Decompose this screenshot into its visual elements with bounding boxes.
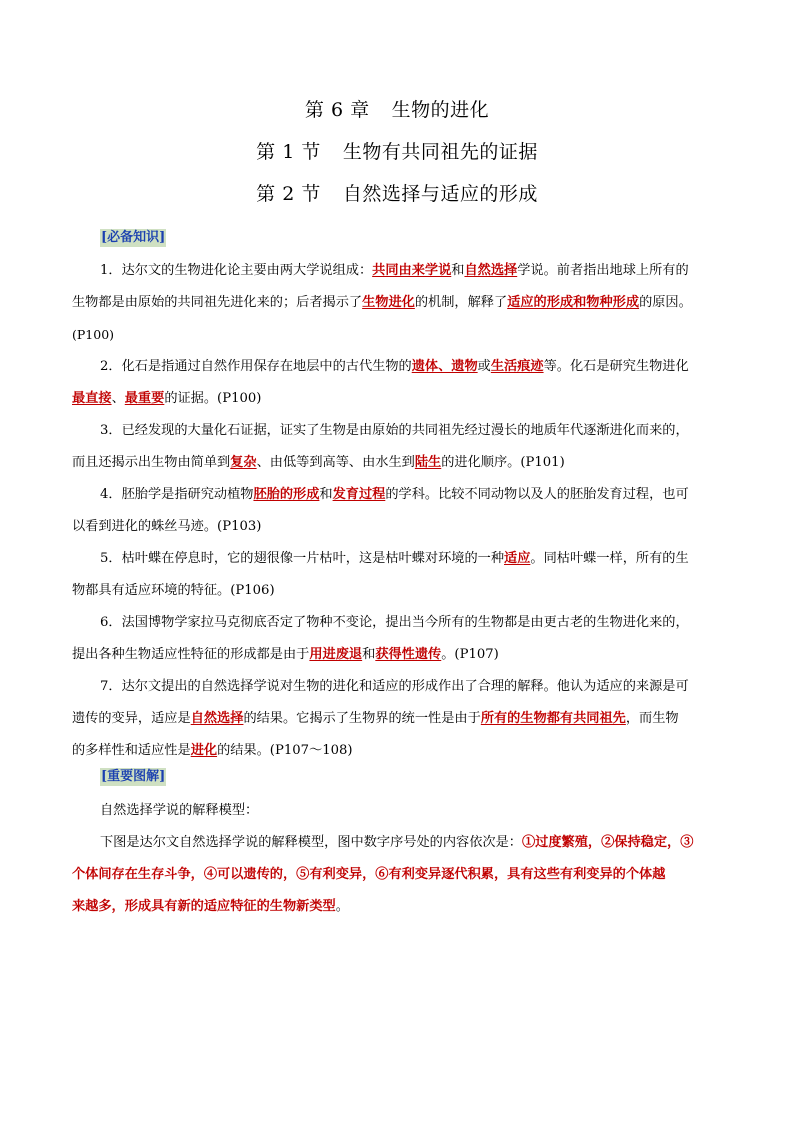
section-2-title: 第 2 节 自然选择与适应的形成 [256,183,538,205]
keyword: 自然选择 [464,263,518,278]
keyword: 用进废退 [309,647,363,662]
paragraph-2: 2．化石是指通过自然作用保存在地层中的古代生物的遗体、遗物或生活痕迹等。化石是研究生物进化 最直接、最重要的证据。(P100) [72,359,689,406]
keyword: 自然选择 [190,711,244,726]
important-diagram-tag: [重要图解] [101,769,166,784]
paragraph-7: 7．达尔文提出的自然选择学说对生物的进化和适应的形成作出了合理的解释。他认为适应的来源是可 遗传的变异，适应是自然选择的结果。它揭示了生物界的统一性是由于所有的生物都有共同祖先，而生物 的多样性和适应性是进化的结果。(P107～108) [72,679,689,758]
keyword: 陆生 [414,455,442,470]
essential-knowledge-tag: [必备知识] [101,230,166,245]
keyword: 适应的形成和物种形成 [507,295,640,310]
title-block [0,100,794,226]
keyword: 生物进化 [362,295,415,310]
keyword: 获得性遗传 [375,647,442,662]
keyword: 遗体、遗物 [411,359,478,374]
paragraph-5: 5．枯叶蝶在停息时，它的翅很像一片枯叶，这是枯叶蝶对环境的一种适应。同枯叶蝶一样，所有的生 物都具有适应环境的特征。(P106) [72,551,689,598]
paragraph-1: 1．达尔文的生物进化论主要由两大学说组成：共同由来学说和自然选择学说。前者指出地球上所有的 生物都是由原始的共同祖先进化来的；后者揭示了生物进化的机制，解释了适应的形成和物种形成的原因。 (P100) [72,263,692,342]
keyword: 生活痕迹 [490,359,544,374]
answer-text: 个体间存在生存斗争，④可以遗传的，⑤有利变异，⑥有利变异逐代积累，具有这些有利变异的个体越 [72,867,666,882]
keyword: 适应 [504,551,531,566]
section-1-title: 第 1 节 生物有共同祖先的证据 [256,141,538,163]
keyword: 发育过程 [332,487,386,502]
paragraph-4: 4．胚胎学是指研究动植物胚胎的形成和发育过程的学科。比较不同动物以及人的胚胎发育过程，也可 以看到进化的蛛丝马迹。(P103) [72,487,689,534]
keyword: 复杂 [230,455,257,470]
keyword: 最重要 [124,391,165,406]
answer-text: ①过度繁殖，②保持稳定，③ [522,835,694,850]
keyword: 胚胎的形成 [253,487,320,502]
paragraph-3: 3．已经发现的大量化石证据，证实了生物是由原始的共同祖先经过漫长的地质年代逐渐进化而来的， 而且还揭示出生物由简单到复杂、由低等到高等、由水生到陆生的进化顺序。(P101) [72,423,689,470]
keyword: 共同由来学说 [372,263,452,278]
page-reference: (P100) [72,327,115,342]
keyword: 进化 [190,743,218,758]
keyword: 最直接 [72,391,112,406]
answer-text: 来越多，形成具有新的适应特征的生物新类型 [72,899,336,914]
paragraph-6: 6．法国博物学家拉马克彻底否定了物种不变论，提出当今所有的生物都是由更古老的生物进化来的， 提出各种生物适应性特征的形成都是由于用进废退和获得性遗传。(P107) [72,615,689,662]
chapter-title: 第 6 章 生物的进化 [304,99,490,121]
paragraph-8: 自然选择学说的解释模型： [100,803,259,818]
paragraph-9: 下图是达尔文自然选择学说的解释模型，图中数字序号处的内容依次是：①过度繁殖，②保持稳定，③ 个体间存在生存斗争，④可以遗传的，⑤有利变异，⑥有利变异逐代积累，具有这些有利变异的个体越 来越多，形成具有新的适应特征的生物新类型。 [72,835,694,914]
keyword: 所有的生物都有共同祖先 [480,711,626,726]
